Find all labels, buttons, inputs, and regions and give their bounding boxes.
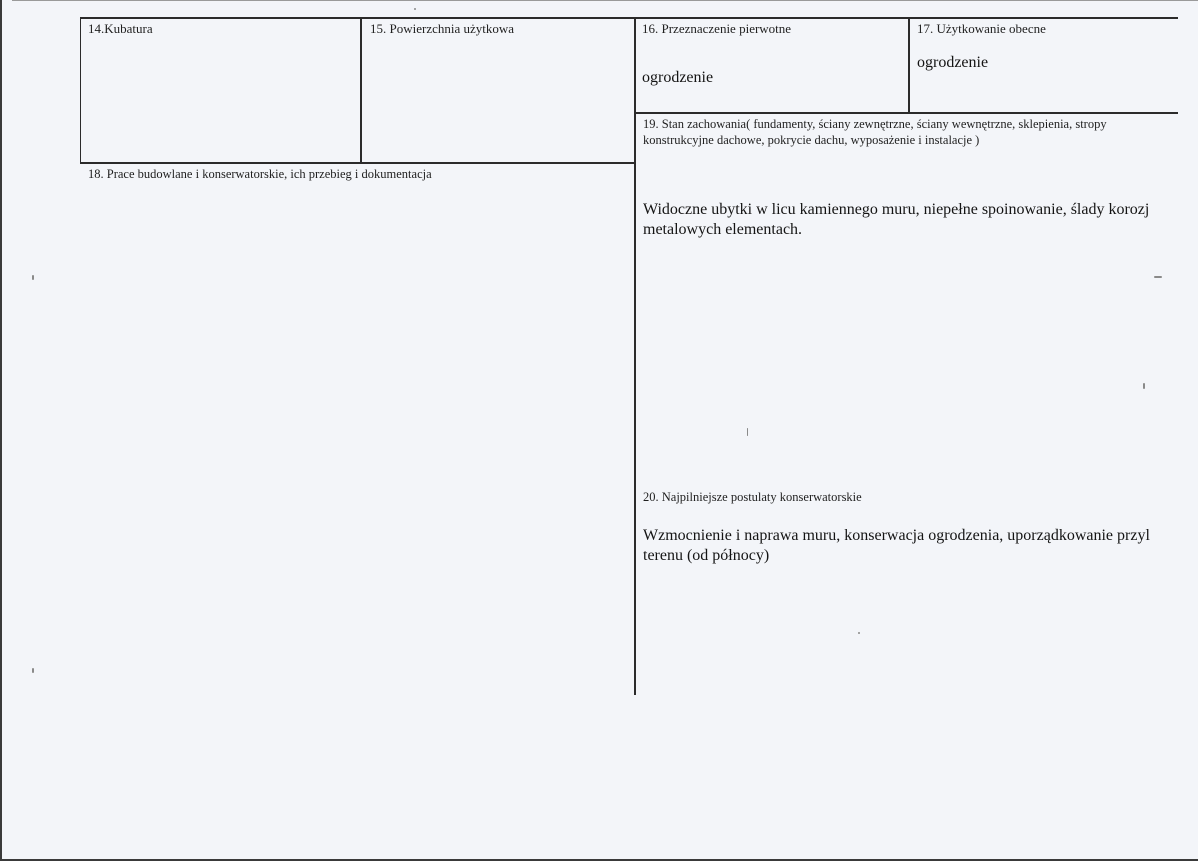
rule-top-left (80, 17, 634, 19)
scan-speck (32, 275, 34, 280)
field-18-label: 18. Prace budowlane i konserwatorskie, ich przebieg i dokumentacja (88, 167, 432, 181)
rule-between-14-15 (360, 17, 362, 164)
field-20-value-line2: terenu (od północy) (643, 547, 770, 564)
top-edge-line (12, 0, 1198, 1)
rule-center-column (634, 17, 636, 695)
scan-speck (414, 8, 416, 10)
scan-speck (747, 428, 748, 436)
field-16-label: 16. Przeznaczenie pierwotne (642, 21, 792, 36)
field-19-label-line2: konstrukcyjne dachowe, pokrycie dachu, wyposażenie i instalacje ) (643, 133, 980, 147)
scan-speck (1143, 383, 1145, 389)
field-14-label: 14.Kubatura (88, 21, 153, 36)
rule-under-16-17 (634, 112, 1178, 114)
field-19-value-line1: Widoczne ubytki w licu kamiennego muru, niepełne spoinowanie, ślady korozj (643, 201, 1150, 218)
scan-speck (32, 668, 34, 673)
rule-top-right (634, 17, 1178, 19)
field-16-value: ogrodzenie (642, 69, 714, 86)
rule-under-14-15 (80, 162, 636, 164)
scan-speck (1154, 276, 1162, 278)
rule-between-16-17 (908, 17, 910, 113)
field-19-label-line1: 19. Stan zachowania( fundamenty, ściany zewnętrzne, ściany wewnętrzne, sklepienia, stropy (643, 117, 1107, 131)
field-20-value-line1: Wzmocnienie i naprawa muru, konserwacja ogrodzenia, uporządkowanie przyl (643, 527, 1150, 544)
rule-left-14 (80, 17, 81, 164)
field-17-value: ogrodzenie (917, 54, 989, 71)
scan-speck (858, 632, 860, 634)
field-19-value-line2: metalowych elementach. (643, 221, 803, 238)
field-20-label: 20. Najpilniejsze postulaty konserwatorskie (643, 490, 862, 504)
field-17-label: 17. Użytkowanie obecne (917, 21, 1046, 36)
field-15-label: 15. Powierzchnia użytkowa (370, 21, 515, 36)
